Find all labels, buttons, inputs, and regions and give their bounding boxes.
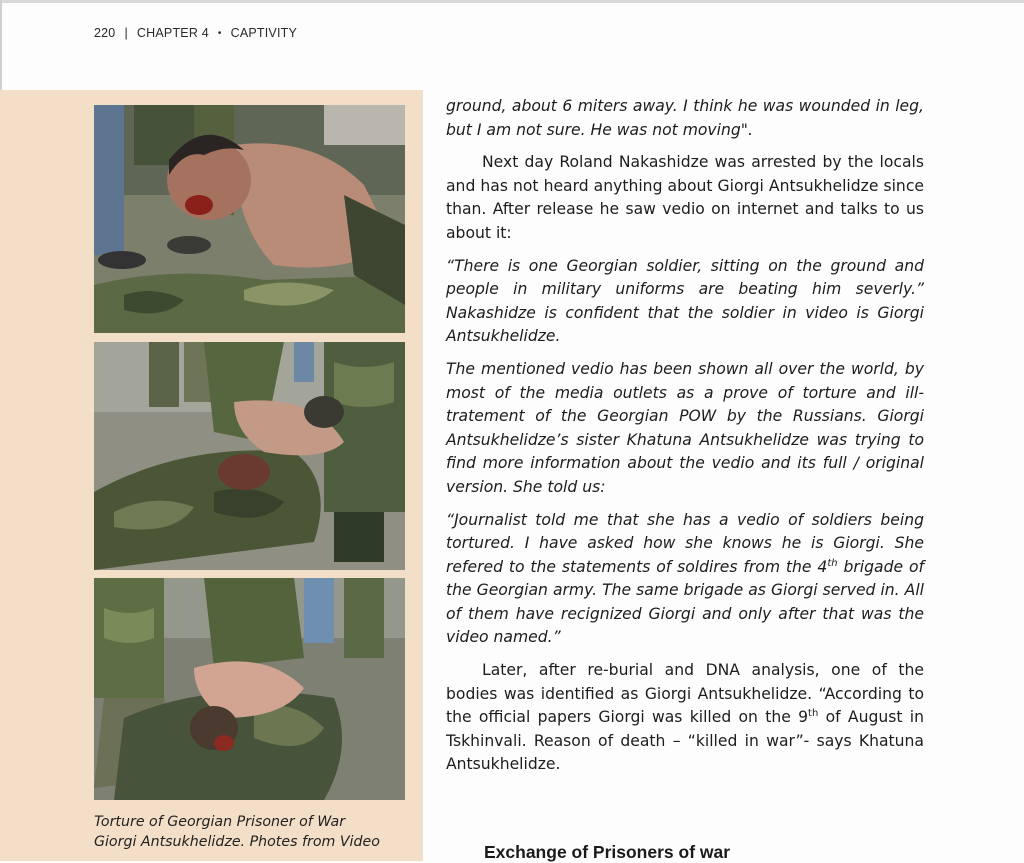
photo-prisoner-on-ground (94, 342, 405, 570)
caption-line-2: Giorgi Antsukhelidze. Photes from Video (94, 834, 380, 850)
paragraph-5-superscript: th (827, 557, 838, 569)
paragraph-1: ground, about 6 miters away. I think he was wounded in leg, but I am not sure. He was not moving". (446, 97, 924, 139)
section-heading: Exchange of Prisoners of war (484, 842, 731, 862)
caption-line-1: Torture of Georgian Prisoner of War (94, 814, 346, 830)
page-left-edge (0, 0, 2, 90)
page-number: 220 (94, 26, 116, 40)
paragraph-2: Next day Roland Nakashidze was arrested by the locals and has not heard anything about Giorgi Antsukhelidze since than. After release he saw vedio on internet and talks to us about it: (446, 153, 924, 242)
paragraph-5-text-b: brigade of the Georgian army. The same brigade as Giorgi served in. All of them have recignized Giorgi and only after that was the video named.” (446, 557, 924, 647)
paragraph-6-text-b: of August in Tskhinvali. Reason of death – “killed in war”- says Khatuna Antsukhelidze. (446, 708, 925, 774)
paragraph-6-superscript: th (808, 708, 819, 720)
figure-caption (94, 812, 414, 852)
bullet-icon: • (217, 27, 222, 39)
running-head (94, 26, 297, 40)
photo-prisoner-beaten (94, 578, 405, 800)
paragraph-5-quote (446, 509, 924, 651)
paragraph-3-quote: “There is one Georgian soldier, sitting on the ground and people in military uniforms are beating him severly.” Nakashidze is confident that the soldier in video is Giorgi Antsukhelidze. (446, 256, 924, 346)
page-top-border (0, 0, 1024, 3)
section-label: CAPTIVITY (230, 26, 297, 40)
body-text (446, 95, 924, 786)
photo-prisoner-kneeling (94, 105, 405, 333)
running-head-separator: | (124, 26, 128, 40)
paragraph-5-text-a: “Journalist told me that she has a vedio of soldiers being tortured. I have asked how she knows he is Giorgi. She refered to the statements of soldires from the 4 (446, 510, 924, 576)
chapter-label: CHAPTER 4 (136, 26, 209, 40)
paragraph-6-text-a: Later, after re-burial and DNA analysis, one of the bodies was identified as Giorgi Antsukhelidze. “According to the official papers Giorgi was killed on the 9 (446, 661, 924, 727)
paragraph-6 (446, 659, 924, 777)
paragraph-4: The mentioned vedio has been shown all over the world, by most of the media outlets as a prove of torture and ill-tratement of the Georgian POW by the Russians. Giorgi Antsukhelidze’s sister Khatuna Antsukhelidze was trying to find more information about the vedio and its full / original version. She told us: (446, 359, 924, 496)
